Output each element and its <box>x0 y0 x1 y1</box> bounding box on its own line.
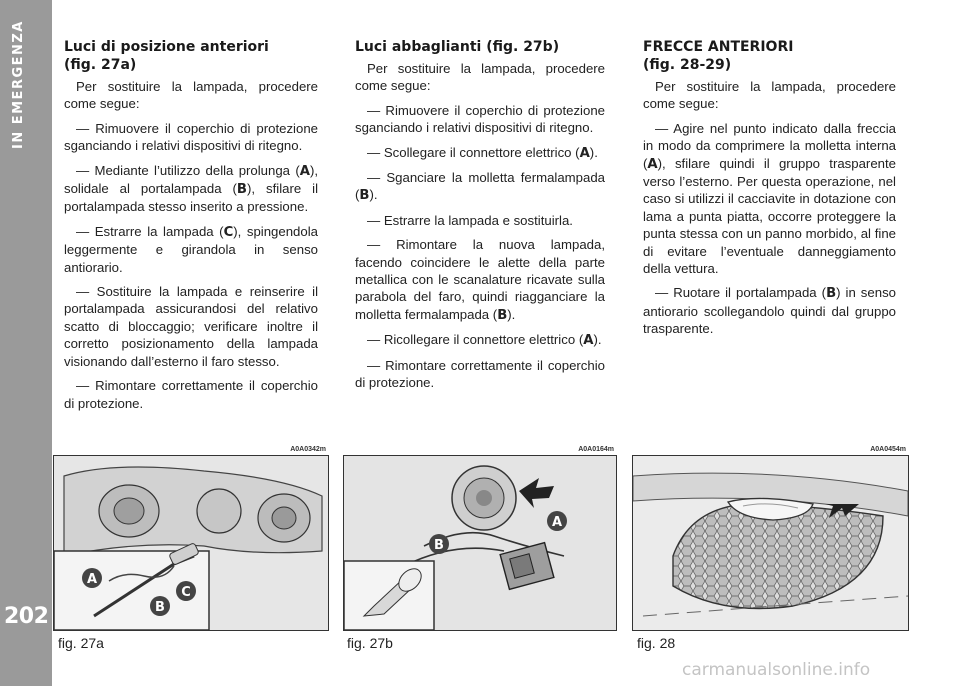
callout-b: B <box>434 538 444 553</box>
page-number: 202 <box>4 604 49 629</box>
column-3 <box>643 38 896 345</box>
figure-code: A0A0342m <box>290 446 326 453</box>
paragraph-text: — Estrarre la lampada e sostituirla. <box>367 212 573 228</box>
callout-b: B <box>155 600 165 615</box>
paragraph-text: ). <box>507 306 516 322</box>
paragraph-text: ), sfilare quindi il gruppo trasparente verso l’esterno. Per questa operazione, nel caso si utilizzi il cacciavite in dotazione con lama a punta piatta, occorre proteggere la punta stessa con un panno morbido, al fine di evitare l’eventuale danneggiamento della vettura. <box>643 155 896 277</box>
paragraph-text: ). <box>369 187 378 203</box>
body-paragraph <box>355 60 605 95</box>
part-reference: A <box>579 145 590 161</box>
paragraphs <box>643 78 896 338</box>
body-paragraph <box>355 357 605 392</box>
section-label: IN EMERGENZA <box>11 20 26 149</box>
heading-title: Luci abbaglianti <box>355 39 482 55</box>
paragraph-text: — Agire nel punto indicato dalla freccia in modo da comprimere la molletta interna ( <box>643 120 896 171</box>
part-reference: A <box>299 163 310 179</box>
paragraph-text: — Ruotare il portalampada ( <box>655 285 827 301</box>
body-paragraph <box>355 102 605 137</box>
heading-title: FRECCE ANTERIORI <box>643 39 794 55</box>
body-paragraph <box>355 212 605 229</box>
part-reference: B <box>236 182 247 198</box>
watermark: carmanualsonline.info <box>682 660 871 680</box>
part-reference: A <box>647 156 658 172</box>
body-paragraph <box>64 223 318 276</box>
body-paragraph <box>355 331 605 349</box>
paragraph-text: — Sganciare la molletta fermalampada ( <box>355 170 605 203</box>
part-reference: B <box>826 286 837 302</box>
body-paragraph <box>355 144 605 162</box>
body-paragraph <box>643 284 896 337</box>
body-paragraph <box>64 162 318 216</box>
callout-a: A <box>86 572 98 587</box>
part-reference: A <box>583 333 594 349</box>
figure-caption: fig. 28 <box>637 635 676 651</box>
paragraph-text: — Rimuovere il coperchio di protezione sganciando i relativi dispositivi di ritegno. <box>64 120 318 154</box>
paragraph-text: ). <box>593 332 602 348</box>
heading-fig-ref: (fig. 27a) <box>64 57 137 73</box>
paragraph-text: — Rimontare la nuova lampada, facendo coincidere le alette della parte metallica con le scanalature ricavate sulla parabola del faro, quindi riagganciare la molletta fermalampada ( <box>355 237 605 322</box>
figure-code: A0A0454m <box>870 446 906 453</box>
paragraph-text: ), sfilare il portalampada stesso inserito a pressione. <box>64 181 319 215</box>
body-paragraph <box>643 120 896 278</box>
paragraph-text: ) in senso antiorario scollegandolo quindi dal gruppo trasparente. <box>643 285 896 337</box>
body-paragraph <box>643 78 896 113</box>
section-heading <box>355 38 605 56</box>
part-reference: B <box>497 307 508 323</box>
paragraph-text: — Mediante l’utilizzo della prolunga ( <box>76 162 300 178</box>
paragraph-text: Per sostituire la lampada, procedere come segue: <box>355 61 605 94</box>
paragraph-text: — Estrarre la lampada ( <box>76 223 224 239</box>
part-reference: C <box>223 224 234 240</box>
paragraph-text: — Rimontare correttamente il coperchio di protezione. <box>355 357 605 391</box>
heading-fig-ref: (fig. 27b) <box>486 39 560 55</box>
heading-fig-ref: (fig. 28-29) <box>643 57 732 73</box>
paragraph-text: ), solidale al portalampada ( <box>64 162 318 197</box>
column-1 <box>64 38 318 419</box>
figure-caption: fig. 27a <box>58 635 104 651</box>
body-paragraph <box>64 283 318 370</box>
callout-a: A <box>551 515 563 530</box>
figure-code: A0A0164m <box>578 446 614 453</box>
figure-27a <box>53 455 329 631</box>
paragraph-text: — Scollegare il connettore elettrico ( <box>367 144 580 160</box>
paragraphs <box>355 60 605 392</box>
body-paragraph <box>64 120 318 155</box>
figure-27b <box>343 455 617 631</box>
paragraph-text: Per sostituire la lampada, procedere come segue: <box>64 79 318 112</box>
body-paragraph <box>64 377 318 412</box>
callout-c: C <box>181 585 191 600</box>
front-indicator-illustration <box>633 456 908 630</box>
paragraph-text: Per sostituire la lampada, procedere come segue: <box>643 79 896 112</box>
section-heading <box>643 38 896 74</box>
paragraph-text: — Sostituire la lampada e reinserire il portalampada assicurandosi del relativo scatto di bloccaggio; verificare inoltre il corretto posizionamento della lampada visionando dall’esterno il faro stesso. <box>64 284 318 369</box>
paragraph-text: ), spingendola leggermente e girandola in senso antiorario. <box>64 223 318 275</box>
paragraph-text: ). <box>589 144 598 160</box>
figure-caption: fig. 27b <box>347 635 393 651</box>
part-reference: B <box>359 188 370 204</box>
side-tab <box>0 0 52 686</box>
body-paragraph <box>64 78 318 113</box>
paragraph-text: — Rimontare correttamente il coperchio di protezione. <box>64 378 318 411</box>
heading-title: Luci di posizione anteriori <box>64 39 269 55</box>
section-heading <box>64 38 318 74</box>
headlight-rear-illustration <box>54 456 328 630</box>
body-paragraph <box>355 169 605 205</box>
column-2 <box>355 38 605 399</box>
high-beam-illustration <box>344 456 616 630</box>
paragraph-text: — Ricollegare il connettore elettrico ( <box>367 332 584 348</box>
paragraph-text: — Rimuovere il coperchio di protezione sganciando i relativi dispositivi di ritegno. <box>355 102 605 136</box>
figure-28 <box>632 455 909 631</box>
body-paragraph <box>355 236 605 324</box>
paragraphs <box>64 78 318 412</box>
